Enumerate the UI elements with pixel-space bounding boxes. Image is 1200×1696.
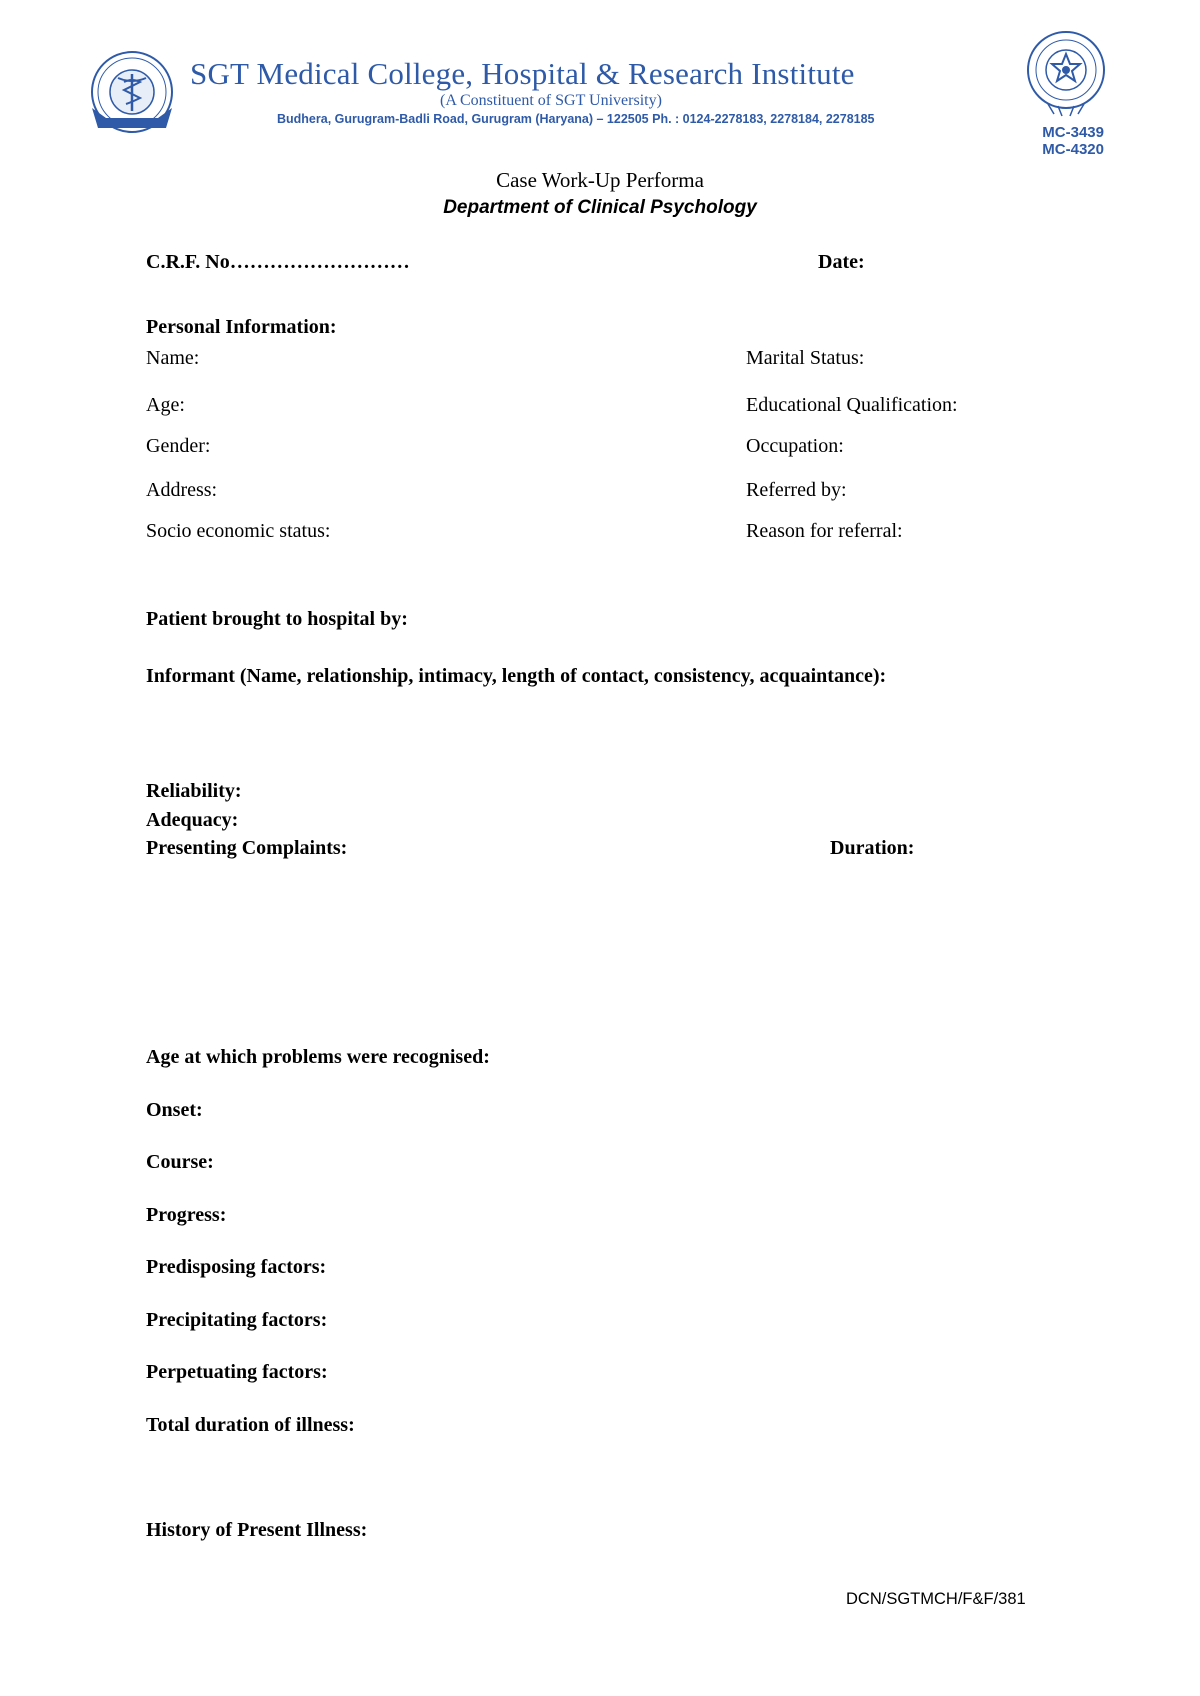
crf-number-field: C.R.F. No………………………	[146, 251, 410, 273]
reason-for-referral-field: Reason for referral:	[746, 520, 903, 542]
college-logo	[86, 48, 178, 140]
department-name: Department of Clinical Psychology	[443, 197, 757, 218]
marital-status-field: Marital Status:	[746, 347, 865, 369]
socio-economic-status-field: Socio economic status:	[146, 520, 331, 542]
total-duration-field: Total duration of illness:	[146, 1414, 355, 1436]
institute-name: SGT Medical College, Hospital & Research Institute	[190, 56, 855, 91]
presenting-complaints-field: Presenting Complaints:	[146, 837, 348, 859]
present-illness-field: History of Present Illness:	[146, 1519, 368, 1541]
progress-field: Progress:	[146, 1204, 227, 1226]
constituent-line: (A Constituent of SGT University)	[440, 92, 662, 109]
reliability-field: Reliability:	[146, 780, 242, 802]
educational-qualification-field: Educational Qualification:	[746, 394, 958, 416]
name-field: Name:	[146, 347, 200, 369]
age-problems-recognised-field: Age at which problems were recognised:	[146, 1046, 490, 1068]
personal-info-heading: Personal Information:	[146, 316, 337, 338]
age-field: Age:	[146, 394, 185, 416]
precipitating-factors-field: Precipitating factors:	[146, 1309, 328, 1331]
onset-field: Onset:	[146, 1099, 203, 1121]
document-reference: DCN/SGTMCH/F&F/381	[846, 1590, 1026, 1608]
university-seal	[1018, 28, 1114, 124]
informant-field: Informant (Name, relationship, intimacy, length of contact, consistency, acquaintance):	[146, 665, 887, 687]
adequacy-field: Adequacy:	[146, 809, 239, 831]
duration-field: Duration:	[830, 837, 915, 859]
brought-by-field: Patient brought to hospital by:	[146, 608, 408, 630]
mc-code-1: MC-3439	[1042, 124, 1104, 141]
predisposing-factors-field: Predisposing factors:	[146, 1256, 327, 1278]
course-field: Course:	[146, 1151, 214, 1173]
date-field: Date:	[818, 251, 865, 273]
occupation-field: Occupation:	[746, 435, 844, 457]
mc-code-2: MC-4320	[1042, 141, 1104, 158]
address-field: Address:	[146, 479, 218, 501]
gender-field: Gender:	[146, 435, 211, 457]
institute-address: Budhera, Gurugram-Badli Road, Gurugram (Haryana) – 122505 Ph. : 0124-2278183, 2278184, 2278185	[277, 112, 875, 126]
perpetuating-factors-field: Perpetuating factors:	[146, 1361, 328, 1383]
referred-by-field: Referred by:	[746, 479, 847, 501]
form-title: Case Work-Up Performa	[496, 168, 704, 192]
